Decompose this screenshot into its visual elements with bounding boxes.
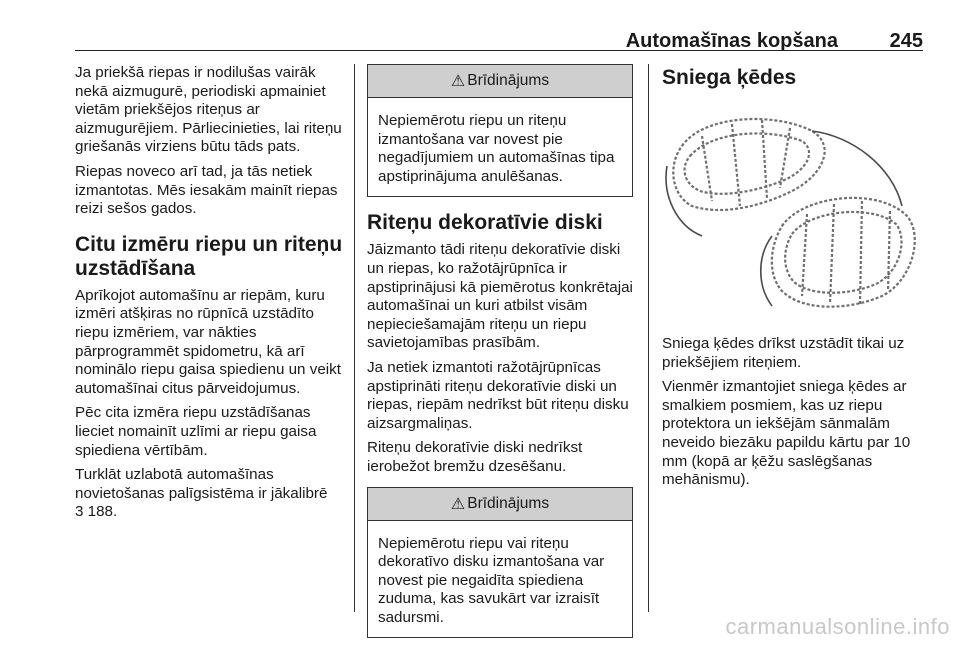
warning-title: Brīdinājums [467,494,550,512]
snow-chains-illustration [662,106,924,318]
paragraph: Aprīkojot automašīnu ar riepām, kuru izmēri atšķiras no rūpnīcā uzstādīto riepu izmēriem, var nākties pārprogrammēt spidometru, kā arī nominālo riepu gaisa spiedienu un veikt automašīnai citus pārveidojumus. [75,286,341,397]
warning-header [368,65,632,98]
paragraph-text: Turklāt uzlabotā automašīnas novietošanas palīgsistēma ir jākalibrē [75,466,328,502]
warning-text: Nepiemērotu riepu un riteņu izmantošana var novest pie negadījumiem un automašīnas tipa apstiprinājuma anulēšanas. [378,112,615,185]
paragraph: Ja netiek izmantoti ražotājrūpnīcas apstiprināti riteņu dekoratīvie diski un riepas, riepām nedrīkst būt riteņu disku aizsargmaliņas. [367,358,629,432]
page-reference-link[interactable]: 3 188. [75,503,118,521]
paragraph: Pēc cita izmēra riepu uzstādīšanas lieciet nomainīt uzlīmi ar riepu gaisa spiediena vērtībām. [75,404,317,459]
paragraph: Riteņu dekoratīvie diski nedrīkst ierobežot bremžu dzesēšanu. [367,439,583,475]
paragraph: Vienmēr izmantojiet sniega ķēdes ar smalkiem posmiem, kas uz riepu protektora un iekšējām sānmalām neveido biezāku papildu kārtu par 10 mm (kopā ar ķēžu saslēgšanas mehānismu). [662,378,911,489]
warning-header [368,488,632,521]
warning-body [368,521,632,638]
paragraph: Riepas noveco arī tad, ja tās netiek izmantotas. Mēs iesakām mainīt riepas reizi sešos gados. [75,162,338,218]
page-number: 245 [889,30,923,52]
paragraph: Ja priekšā riepas ir nodilušas vairāk nekā aizmugurē, periodiski apmainiet vietām priekšējos riteņus ar aizmugurējiem. Pārliecinieties, lai riteņu griešanās virziens būtu tāds pats. [75,64,342,156]
column-divider [648,64,649,612]
column-left [75,64,347,528]
column-right [662,64,924,496]
page-header [0,0,960,50]
warning-body [368,98,632,196]
header-divider [75,50,923,51]
warning-text: Nepiemērotu riepu vai riteņu dekoratīvo disku izmantošana var novest pie negaidīta spiediena zuduma, kas savukārt var izraisīt sadursmi. [378,534,605,626]
warning-title: Brīdinājums [467,72,550,89]
watermark: carmanualsonline.info [725,614,950,639]
section-heading: Citu izmēru riepu un riteņu uzstādīšana [75,232,343,280]
warning-triangle-icon: ⚠ [450,73,466,90]
section-title: Automašīnas kopšana [625,30,838,52]
warning-box [367,64,633,197]
column-divider [354,64,355,612]
column-middle [367,64,633,648]
section-heading: Riteņu dekoratīvie diski [367,211,603,235]
paragraph: Jāizmanto tādi riteņu dekoratīvie diski un riepas, ko ražotājrūpnīca ir apstiprinājusi kā piemērotus konkrētajai automašīnai un kuri atbilst visām nepieciešamajām riteņu un riepu savietojamības prasībām. [367,241,633,352]
paragraph: Sniega ķēdes drīkst uzstādīt tikai uz priekšējiem riteņiem. [662,335,905,371]
paragraph [75,466,347,522]
warning-triangle-icon: ⚠ [450,495,466,513]
section-heading: Sniega ķēdes [662,66,797,89]
warning-box [367,487,633,639]
